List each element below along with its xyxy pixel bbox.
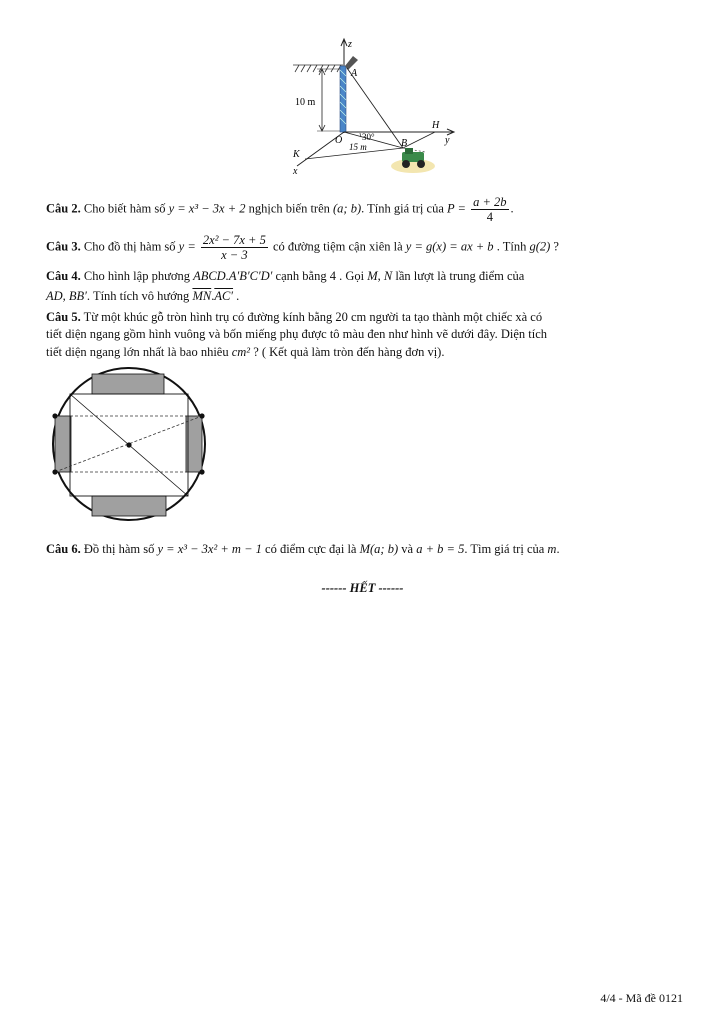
- q3-end: ?: [553, 239, 559, 254]
- label-z: z: [348, 39, 352, 50]
- q2-text-2: nghịch biến trên: [248, 201, 330, 216]
- label-angle: 30°: [362, 132, 375, 142]
- q4-dot: .: [211, 289, 215, 303]
- question-2-label: Câu 2.: [46, 201, 81, 216]
- q5-line-1: Từ một khúc gỗ tròn hình trụ có đường kính bằng 20 cm người ta tạo thành một chiếc xà có: [83, 310, 543, 324]
- q2-text-3: . Tính giá trị của: [361, 201, 444, 216]
- question-4-line-2: [46, 288, 239, 304]
- q2-interval: (a; b): [333, 201, 362, 216]
- label-o: O: [335, 135, 343, 146]
- q6-point: M(a; b): [359, 542, 399, 556]
- q4-cube: ABCD.A′B′C′D′: [193, 269, 273, 283]
- q4-text-3: lần lượt là trung điểm của: [395, 269, 525, 283]
- point-right-bottom: [199, 469, 204, 474]
- q3-text-3: . Tính: [496, 239, 527, 254]
- question-3-label: Câu 3.: [46, 239, 81, 254]
- q3-y: y =: [178, 239, 196, 254]
- q2-function: y = x³ − 3x + 2: [168, 201, 246, 216]
- q3-text-1: Cho đồ thị hàm số: [83, 239, 176, 254]
- question-6: [46, 541, 560, 557]
- point-left-top: [52, 413, 57, 418]
- label-h: H: [432, 120, 440, 131]
- q6-text-4: . Tìm giá trị của: [464, 542, 545, 556]
- q6-m: m: [547, 542, 557, 556]
- q3-numerator: 2x² − 7x + 5: [202, 233, 266, 247]
- label-y: y: [445, 135, 450, 146]
- q6-text-2: có điểm cực đại là: [265, 542, 357, 556]
- q3-text-2: có đường tiệm cận xiên là: [272, 239, 403, 254]
- q5-line-2: tiết diện ngang gồm hình vuông và bốn miếng phụ được tô màu đen như hình vẽ dưới đây. Diện tích: [46, 327, 548, 341]
- q4-text-2: cạnh bằng 4 . Gọi: [275, 269, 365, 283]
- q4-vector-ac: AC′: [214, 289, 234, 303]
- question-6-label: Câu 6.: [46, 542, 81, 556]
- question-2: [46, 195, 514, 224]
- q4-m: M: [367, 269, 378, 283]
- shaded-piece-top: [92, 374, 164, 394]
- q5-line-3b: ? ( Kết quả làm tròn đến hàng đơn vị).: [253, 345, 445, 359]
- question-5-line-2: [46, 326, 547, 342]
- beam-cross-section-figure: [44, 364, 218, 524]
- question-3: [46, 233, 559, 262]
- question-4-label: Câu 4.: [46, 269, 81, 283]
- q2-p: P =: [447, 201, 466, 216]
- q2-end: .: [510, 201, 514, 216]
- q4-ad: AD, BB′: [46, 289, 87, 303]
- q4-comma: ,: [377, 269, 381, 283]
- q2-numerator: a + 2b: [473, 195, 507, 209]
- label-b: B: [401, 138, 408, 149]
- q6-condition: a + b = 5: [416, 542, 465, 556]
- page-footer: 4/4 - Mã đề 0121: [600, 991, 683, 1005]
- shaded-piece-bottom: [92, 496, 166, 516]
- label-height: 10 m: [295, 97, 316, 108]
- q4-text-1: Cho hình lập phương: [83, 269, 190, 283]
- q3-g2: g(2): [529, 239, 551, 254]
- end-marker: ------ HẾT ------: [321, 581, 404, 595]
- q6-function: y = x³ − 3x² + m − 1: [157, 542, 262, 556]
- q4-text-4: . Tính tích vô hướng: [86, 289, 190, 303]
- q3-fraction: [201, 233, 268, 262]
- label-distance: 15 m: [349, 142, 367, 152]
- point-center: [126, 442, 131, 447]
- q3-denominator: x − 3: [221, 248, 248, 262]
- label-k: K: [293, 149, 300, 160]
- q3-g: y = g(x) = ax + b: [405, 239, 494, 254]
- shaded-piece-left: [55, 416, 71, 472]
- question-5-label: Câu 5.: [46, 310, 81, 324]
- label-x: x: [293, 166, 298, 177]
- ceiling-hatch: [293, 65, 343, 72]
- q4-n: N: [383, 269, 393, 283]
- point-right-top: [199, 413, 204, 418]
- crane-coordinate-figure: [285, 36, 465, 182]
- question-5: [46, 309, 542, 325]
- q4-vector-mn: $\overline{MN}$: [192, 289, 212, 303]
- q5-unit: cm²: [231, 345, 251, 359]
- q2-text-1: Cho biết hàm số: [83, 201, 166, 216]
- q2-fraction: [471, 195, 508, 224]
- q5-line-3a: tiết diện ngang lớn nhất là bao nhiêu: [46, 345, 229, 359]
- q6-text-1: Đồ thị hàm số: [83, 542, 155, 556]
- question-4: [46, 268, 524, 284]
- q6-text-3: và: [401, 542, 414, 556]
- question-5-line-3: [46, 344, 444, 360]
- q4-end: .: [236, 289, 240, 303]
- label-a: A: [351, 68, 358, 79]
- q2-denominator: 4: [486, 210, 493, 224]
- q6-end: .: [556, 542, 560, 556]
- point-left-bottom: [52, 469, 57, 474]
